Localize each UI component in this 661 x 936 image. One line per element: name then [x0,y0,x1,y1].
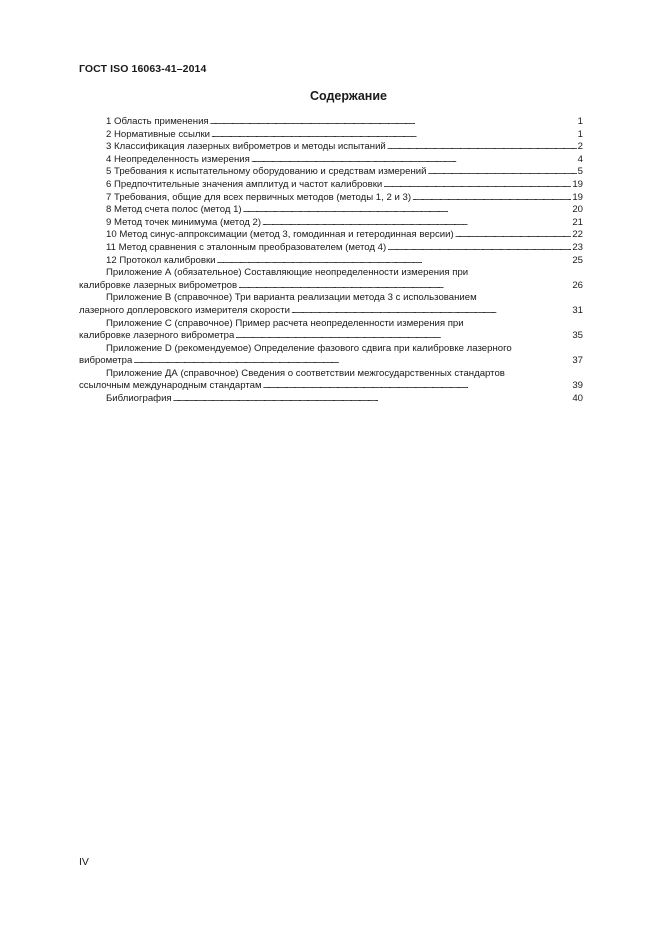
toc-entry-page: 22 [572,229,583,241]
leader-dots [133,355,571,368]
toc-title [0,89,661,103]
toc-entry-label: 2 Нормативные ссылки [106,128,211,140]
toc-entry-first-line: Приложение С (справочное) Пример расчета неопределенности измерения при [106,317,464,329]
toc-entry[interactable] [79,154,583,167]
toc-entry-label: 8 Метод счета полос (метод 1) [106,204,242,216]
toc-entry[interactable] [79,166,583,179]
toc-appendix-b[interactable] [79,292,583,317]
leader-dots [387,141,577,154]
toc-entry-label: 7 Требования, общие для всех первичных методов (методы 1, 2 и 3) [106,191,412,203]
leader-dots [211,129,577,142]
toc-entry[interactable] [79,116,583,129]
toc-entry-label: 6 Предпочтительные значения амплитуд и частот калибровки [106,178,383,190]
leader-dots [238,280,571,293]
toc-entry-page: 19 [572,178,583,190]
toc-entry-label: 3 Классификация лазерных виброметров и методы испытаний [106,141,386,153]
toc-entry-label: 12 Протокол калибровки [106,254,216,266]
page-number: IV [79,856,89,868]
toc-entry-label: 1 Область применения [106,116,209,127]
leader-dots [412,192,571,205]
toc-entry[interactable] [79,255,583,268]
toc-entry-continuation [79,330,583,343]
toc-entry[interactable] [79,229,583,242]
toc-entry-page: 2 [577,141,583,153]
leader-dots [235,330,571,343]
toc-appendix-c[interactable] [79,318,583,343]
toc-entry-label: калибровке лазерных виброметров [79,279,238,291]
leader-dots [263,380,572,393]
toc-entry-page: 39 [572,380,583,392]
toc-entry-continuation [79,355,583,368]
toc-entry-page: 1 [577,128,583,140]
leader-dots [243,204,572,217]
toc-entry-page: 5 [577,166,583,178]
toc-entry-page: 4 [577,153,583,165]
leader-dots [455,229,572,242]
toc-entry-first-line: Приложение А (обязательное) Составляющие неопределенности измерения при [106,267,469,279]
toc-entry-label: 5 Требования к испытательному оборудованию и средствам измерений [106,166,427,178]
toc-entry-page: 35 [572,330,583,342]
toc-entry-label: виброметра [79,355,133,367]
toc-entry-page: 19 [572,191,583,203]
document-code: ГОСТ ISO 16063-41–2014 [79,63,207,75]
toc-entry-page: 37 [572,355,583,367]
toc-entry-label: Библиография [106,393,172,405]
table-of-contents [79,116,583,406]
toc-entry[interactable] [79,141,583,154]
leader-dots [173,393,572,406]
toc-entry-page: 21 [572,216,583,228]
toc-entry-bibliography[interactable] [79,393,583,406]
toc-entry[interactable] [79,217,583,230]
toc-entry-continuation [79,280,583,293]
toc-entry-label: 10 Метод синус-аппроксимации (метод 3, гомодинная и гетеродинная версии) [106,229,454,241]
toc-entry-page: 40 [572,393,583,405]
leader-dots [387,242,571,255]
toc-entry-label: ссылочным международным стандартам [79,380,262,392]
leader-dots [210,116,577,129]
toc-appendix-da[interactable] [79,368,583,393]
toc-appendix-d[interactable] [79,343,583,368]
toc-entry-first-line: Приложение ДА (справочное) Сведения о соответствии межгосударственных стандартов [106,367,505,379]
toc-entry-page: 26 [572,279,583,291]
toc-entry[interactable] [79,129,583,142]
toc-entry-continuation [79,305,583,318]
toc-entry-page: 20 [572,204,583,216]
leader-dots [217,255,572,268]
toc-entry-page: 23 [572,241,583,253]
leader-dots [383,179,571,192]
leader-dots [251,154,577,167]
toc-entry[interactable] [79,242,583,255]
toc-entry-label: 11 Метод сравнения с эталонным преобразователем (метод 4) [106,241,387,253]
toc-title-text: Содержание [309,89,387,103]
toc-entry[interactable] [79,179,583,192]
leader-dots [262,217,571,230]
toc-entry-first-line: Приложение В (справочное) Три варианта реализации метода 3 с использованием [106,292,477,304]
toc-entry-page: 25 [572,254,583,266]
toc-entry-first-line: Приложение D (рекомендуемое) Определение фазового сдвига при калибровке лазерного [106,342,512,354]
toc-entry-label: 4 Неопределенность измерения [106,153,250,165]
toc-entry-page: 1 [577,116,583,127]
toc-entry[interactable] [79,192,583,205]
toc-entry-label: лазерного доплеровского измерителя скорости [79,304,290,316]
toc-entry-continuation [79,380,583,393]
leader-dots [291,305,571,318]
leader-dots [427,166,576,179]
toc-entry-label: калибровке лазерного виброметра [79,330,235,342]
toc-entry-label: 9 Метод точек минимума (метод 2) [106,216,262,228]
toc-entry-page: 31 [572,304,583,316]
toc-appendix-a[interactable] [79,267,583,292]
toc-entry[interactable] [79,204,583,217]
